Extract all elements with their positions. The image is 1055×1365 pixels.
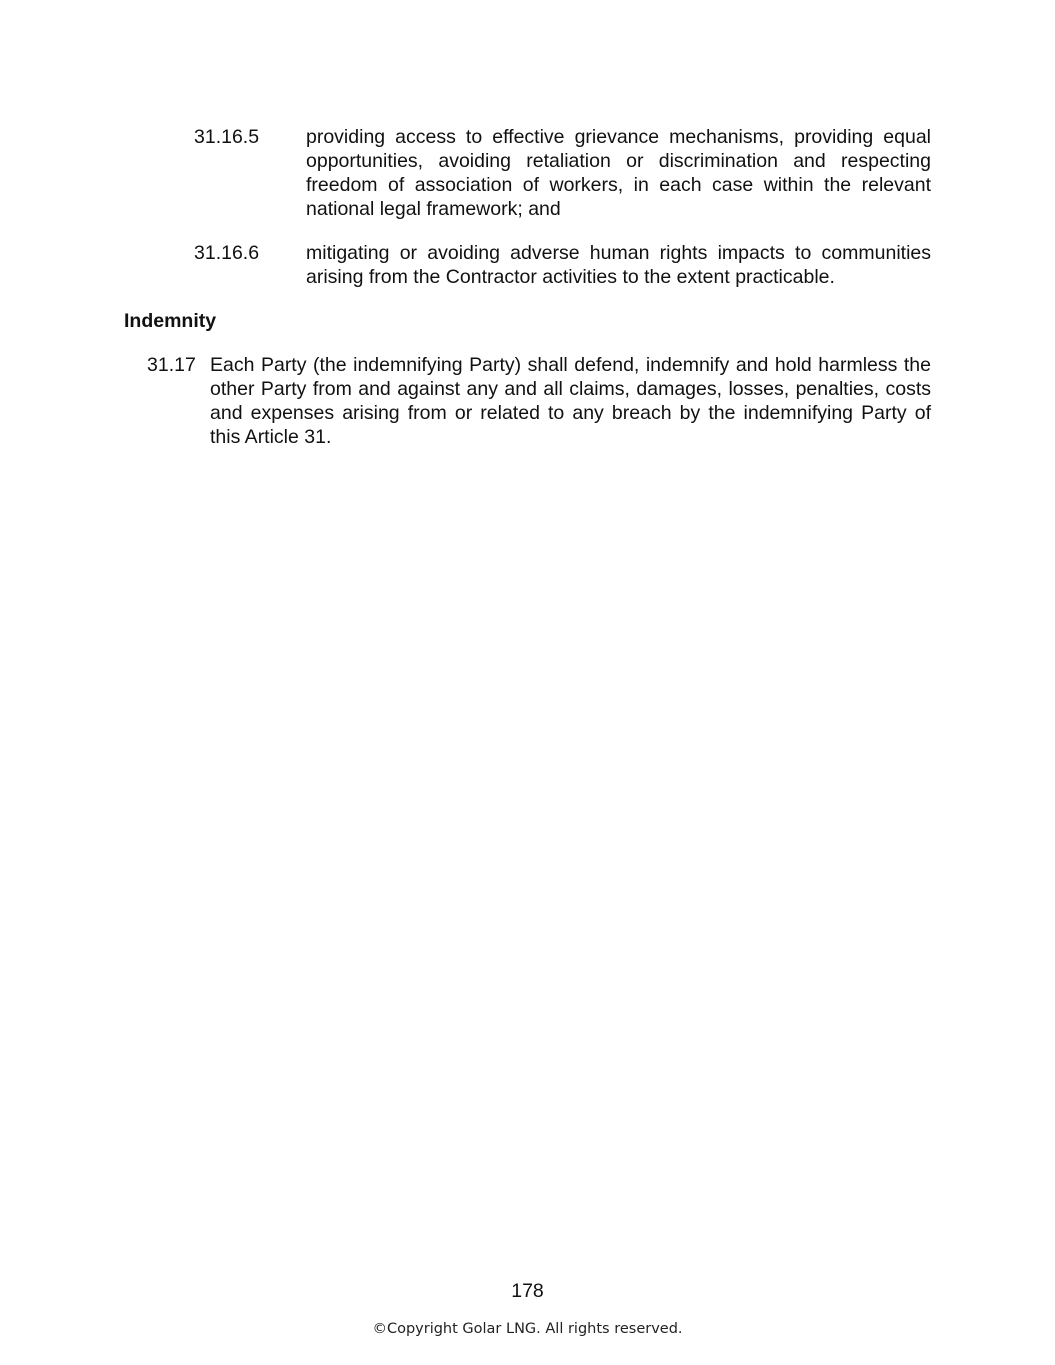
clause-number: 31.17 <box>147 354 196 376</box>
copyright-notice: ©Copyright Golar LNG. All rights reserved. <box>372 1321 683 1337</box>
clause-text: mitigating or avoiding adverse human rights impacts to communities arising from the Contractor activities to the extent practicable. <box>306 242 931 288</box>
section-heading: Indemnity <box>124 310 217 332</box>
clause-text: providing access to effective grievance mechanisms, providing equal opportunities, avoiding retaliation or discrimination and respecting freedom of association of workers, in each case within the relevant national legal framework; and <box>306 126 931 220</box>
clause-31-17 <box>147 353 931 449</box>
clause-text: Each Party (the indemnifying Party) shall defend, indemnify and hold harmless the other Party from and against any and all claims, damages, losses, penalties, costs and expenses arising from or related to any breach by the indemnifying Party of this Article 31. <box>210 354 931 448</box>
clause-31-16-5 <box>194 125 931 221</box>
clause-31-16-6 <box>194 241 931 289</box>
clause-number: 31.16.6 <box>194 242 260 264</box>
page-number: 178 <box>511 1280 544 1302</box>
clause-number: 31.16.5 <box>194 126 260 148</box>
